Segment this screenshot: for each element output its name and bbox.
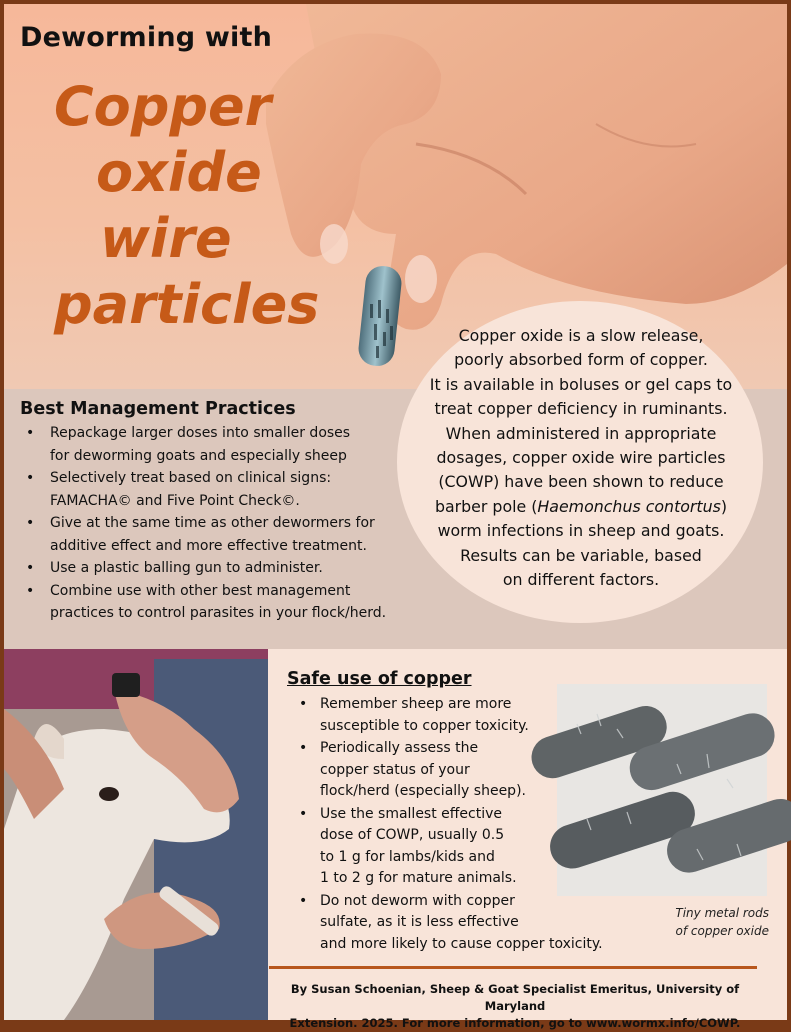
list-item: • Give at the same time as other dewormers for additive effect and more effective treatment. [16, 512, 411, 557]
divider [269, 966, 757, 969]
list-item: • Remember sheep are more susceptible to copper toxicity. [292, 694, 622, 737]
capsules-photo [557, 684, 767, 896]
credit-line: By Susan Schoenian, Sheep & Goat Specialist Emeritus, University of Maryland Extension. 2025. For more information, go to www.wormx.info/COWP. [289, 982, 741, 1030]
title-line: Copper [54, 75, 272, 138]
best-practices-list [16, 422, 411, 625]
title-line: oxide [96, 141, 262, 204]
flyer [4, 4, 787, 1030]
title-line: wire [100, 207, 232, 270]
list-item: • Use the smallest effective dose of COWP, usually 0.5 to 1 g for lambs/kids and 1 to 2 g for mature animals. [292, 804, 622, 890]
kicker-heading: Deworming with [20, 22, 272, 53]
list-item: • Use a plastic balling gun to administer. [16, 557, 411, 580]
intro-text: Copper oxide is a slow release, poorly absorbed form of copper. It is available in boluses or gel caps to treat copper deficiency in ruminants. When administered in appropriate dosages, copper oxide wire particles (COWP) have been shown to reduce barber pole (Haemonchus contortus) worm infections in sheep and goats. Results can be variable, based on different factors. [429, 326, 733, 590]
main-title [54, 74, 319, 338]
sheep-dosing-photo [4, 649, 268, 1020]
list-item: • Periodically assess the copper status of your flock/herd (especially sheep). [292, 738, 622, 803]
photo-caption: Tiny metal rods of copper oxide [675, 906, 769, 938]
safe-use-heading: Safe use of copper [287, 669, 472, 689]
list-item: • Do not deworm with copper sulfate, as it is less effective and more likely to cause copper toxicity. [292, 891, 622, 956]
best-practices-heading: Best Management Practices [20, 399, 296, 419]
list-item: • Combine use with other best management practices to control parasites in your flock/herd. [16, 580, 411, 625]
list-item: • Repackage larger doses into smaller doses for deworming goats and especially sheep [16, 422, 411, 467]
list-item: • Selectively treat based on clinical signs: FAMACHA© and Five Point Check©. [16, 467, 411, 512]
title-line: particles [54, 273, 320, 336]
